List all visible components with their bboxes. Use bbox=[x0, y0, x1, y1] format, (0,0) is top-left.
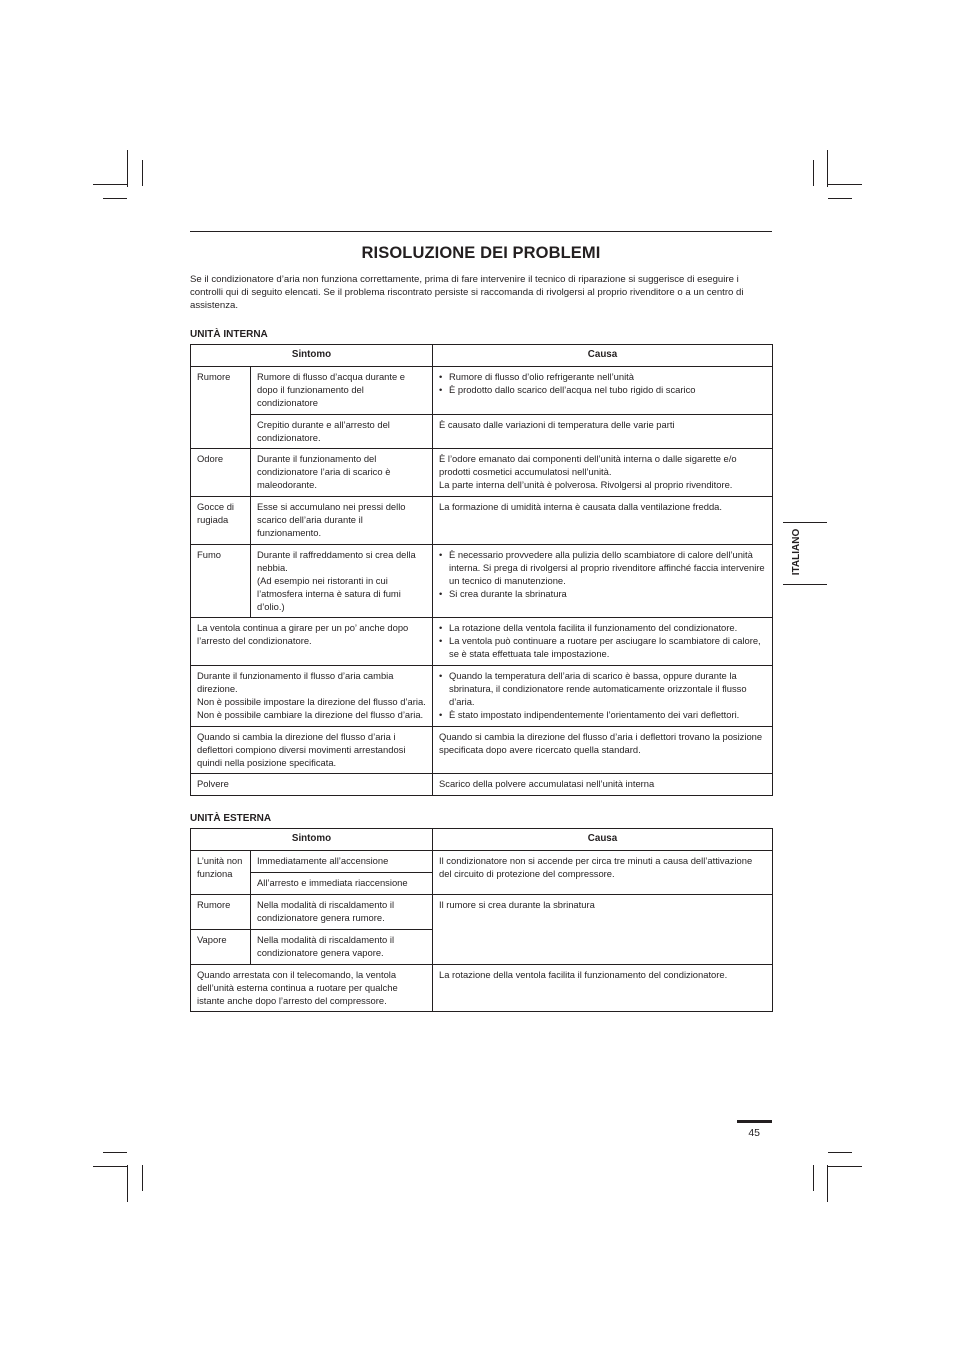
indoor-troubleshooting-table bbox=[190, 344, 773, 796]
cause-cell: La formazione di umidità interna è causata dalla ventilazione fredda. bbox=[433, 497, 773, 545]
symptom-cell: Nella modalità di riscaldamento il condizionatore genera vapore. bbox=[251, 929, 433, 964]
symptom-cell: Rumore di flusso d’acqua durante e dopo il funzionamento del condizionatore bbox=[251, 366, 433, 414]
cause-cell: È l’odore emanato dai componenti dell’unità interna o dalle sigarette e/o prodotti cosmetici accumulatosi nell’unità. La parte interna dell’unità è polverosa. Rivolgersi al proprio rivenditore. bbox=[433, 449, 773, 497]
cause-cell: È causato dalle variazioni di temperatura delle varie parti bbox=[433, 414, 773, 449]
crop-mark bbox=[103, 1152, 127, 1153]
cause-cell bbox=[433, 618, 773, 666]
page-content bbox=[190, 231, 772, 1012]
cause-cell: Il condizionatore non si accende per circa tre minuti a causa dell’attivazione del circuito di protezione del compressore. bbox=[433, 851, 773, 895]
crop-mark bbox=[142, 1165, 143, 1191]
cause-list bbox=[439, 371, 766, 397]
language-tab-bottom-rule bbox=[783, 584, 827, 585]
symptom-cell: All’arresto e immediata riaccensione bbox=[251, 873, 433, 895]
crop-mark bbox=[142, 160, 143, 186]
category-cell: Rumore bbox=[191, 366, 251, 449]
language-tab bbox=[783, 522, 827, 585]
cause-list bbox=[439, 670, 766, 722]
table-row bbox=[191, 544, 773, 618]
table-header-row bbox=[191, 345, 773, 367]
col-header-symptom: Sintomo bbox=[191, 829, 433, 851]
symptom-cell: Nella modalità di riscaldamento il condizionatore genera rumore. bbox=[251, 895, 433, 930]
page-title: RISOLUZIONE DEI PROBLEMI bbox=[361, 244, 601, 262]
crop-mark bbox=[93, 1166, 127, 1167]
crop-mark bbox=[813, 160, 814, 186]
table-row bbox=[191, 964, 773, 1012]
crop-mark bbox=[828, 198, 852, 199]
symptom-cell: Quando arrestata con il telecomando, la ventola dell’unità esterna continua a ruotare per qualche istante anche dopo l’arresto del compressore. bbox=[191, 964, 433, 1012]
cause-cell bbox=[433, 544, 773, 618]
symptom-cell: Esse si accumulano nei pressi dello scarico dell’aria durante il funzionamento. bbox=[251, 497, 433, 545]
crop-mark bbox=[828, 1166, 862, 1167]
table-row bbox=[191, 851, 773, 873]
indoor-heading: UNITÀ INTERNA bbox=[190, 329, 268, 340]
table-row bbox=[191, 414, 773, 449]
table-row bbox=[191, 618, 773, 666]
crop-mark bbox=[828, 1152, 852, 1153]
table-row bbox=[191, 666, 773, 727]
crop-mark bbox=[127, 150, 128, 187]
category-cell: Gocce di rugiada bbox=[191, 497, 251, 545]
crop-mark bbox=[827, 1165, 828, 1202]
outdoor-heading: UNITÀ ESTERNA bbox=[190, 813, 272, 825]
col-header-symptom: Sintomo bbox=[191, 345, 433, 367]
cause-item: • Si crea durante la sbrinatura bbox=[439, 588, 766, 601]
language-tab-label: ITALIANO bbox=[791, 528, 802, 576]
cause-item: • È prodotto dallo scarico dell’acqua nel tubo rigido di scarico bbox=[439, 384, 766, 397]
cause-cell: La rotazione della ventola facilita il funzionamento del condizionatore. bbox=[433, 964, 773, 1012]
symptom-cell: Quando si cambia la direzione del flusso d’aria i deflettori compiono diversi movimenti arrestandosi quindi nella posizione specificata. bbox=[191, 726, 433, 774]
cause-cell: Il rumore si crea durante la sbrinatura bbox=[433, 895, 773, 965]
crop-mark bbox=[93, 184, 127, 185]
cause-list bbox=[439, 549, 766, 601]
symptom-cell: Immediatamente all’accensione bbox=[251, 851, 433, 873]
category-cell: Vapore bbox=[191, 929, 251, 964]
crop-mark bbox=[827, 150, 828, 187]
cause-cell bbox=[433, 666, 773, 727]
crop-mark bbox=[103, 198, 127, 199]
table-row bbox=[191, 497, 773, 545]
cause-item: • È necessario provvedere alla pulizia dello scambiatore di calore dell’unità interna. Si prega di rivolgersi al proprio rivenditore affinché faccia intervenire un tecnico di manutenzione. bbox=[439, 549, 766, 588]
symptom-cell: Durante il funzionamento il flusso d’aria cambia direzione. Non è possibile impostare la direzione del flusso d’aria. Non è possibile cambiare la direzione del flusso d’aria. bbox=[191, 666, 433, 727]
symptom-cell: Durante il funzionamento del condizionatore l’aria di scarico è maleodorante. bbox=[251, 449, 433, 497]
symptom-cell: Polvere bbox=[191, 774, 433, 796]
symptom-cell: Crepitio durante e all’arresto del condizionatore. bbox=[251, 414, 433, 449]
category-cell: Fumo bbox=[191, 544, 251, 618]
col-header-cause: Causa bbox=[433, 345, 773, 367]
cause-item: • La ventola può continuare a ruotare per asciugare lo scambiatore di calore, se è stata effettuata tale impostazione. bbox=[439, 635, 766, 661]
table-header-row bbox=[191, 829, 773, 851]
symptom-cell: La ventola continua a girare per un po’ anche dopo l’arresto del condizionatore. bbox=[191, 618, 433, 666]
cause-item: • La rotazione della ventola facilita il funzionamento del condizionatore. bbox=[439, 622, 766, 635]
crop-mark bbox=[127, 1165, 128, 1202]
intro-paragraph: Se il condizionatore d’aria non funziona correttamente, prima di fare intervenire il tecnico di riparazione si suggerisce di eseguire i controlli qui di seguito elencati. Se il problema riscontrato persiste si raccomanda di rivolgersi al proprio rivenditore o a un centro di assistenza. bbox=[190, 274, 744, 311]
category-cell: L’unità non funziona bbox=[191, 851, 251, 895]
outdoor-troubleshooting-table bbox=[190, 828, 773, 1012]
cause-cell: Quando si cambia la direzione del flusso d’aria i deflettori trovano la posizione specificata dopo avere ricercato quella standard. bbox=[433, 726, 773, 774]
table-row bbox=[191, 774, 773, 796]
language-tab-top-rule bbox=[783, 522, 827, 523]
col-header-cause: Causa bbox=[433, 829, 773, 851]
page-number: 45 bbox=[748, 1127, 760, 1139]
cause-list bbox=[439, 622, 766, 661]
cause-cell: Scarico della polvere accumulatasi nell’unità interna bbox=[433, 774, 773, 796]
cause-item: • Rumore di flusso d’olio refrigerante nell’unità bbox=[439, 371, 766, 384]
table-row bbox=[191, 895, 773, 930]
page-number-bar bbox=[737, 1120, 772, 1123]
top-rule bbox=[190, 231, 772, 232]
table-row bbox=[191, 366, 773, 414]
crop-mark bbox=[813, 1165, 814, 1191]
cause-cell bbox=[433, 366, 773, 414]
category-cell: Rumore bbox=[191, 895, 251, 930]
table-row bbox=[191, 726, 773, 774]
cause-item: • Quando la temperatura dell’aria di scarico è bassa, oppure durante la sbrinatura, il condizionatore rende automaticamente orizzontale il flusso d’aria. bbox=[439, 670, 766, 709]
category-cell: Odore bbox=[191, 449, 251, 497]
cause-item: • È stato impostato indipendentemente l’orientamento dei vari deflettori. bbox=[439, 709, 766, 722]
table-row bbox=[191, 449, 773, 497]
symptom-cell: Durante il raffreddamento si crea della nebbia. (Ad esempio nei ristoranti in cui l’atmosfera interna è satura di fumi d’olio.) bbox=[251, 544, 433, 618]
crop-mark bbox=[828, 184, 862, 185]
